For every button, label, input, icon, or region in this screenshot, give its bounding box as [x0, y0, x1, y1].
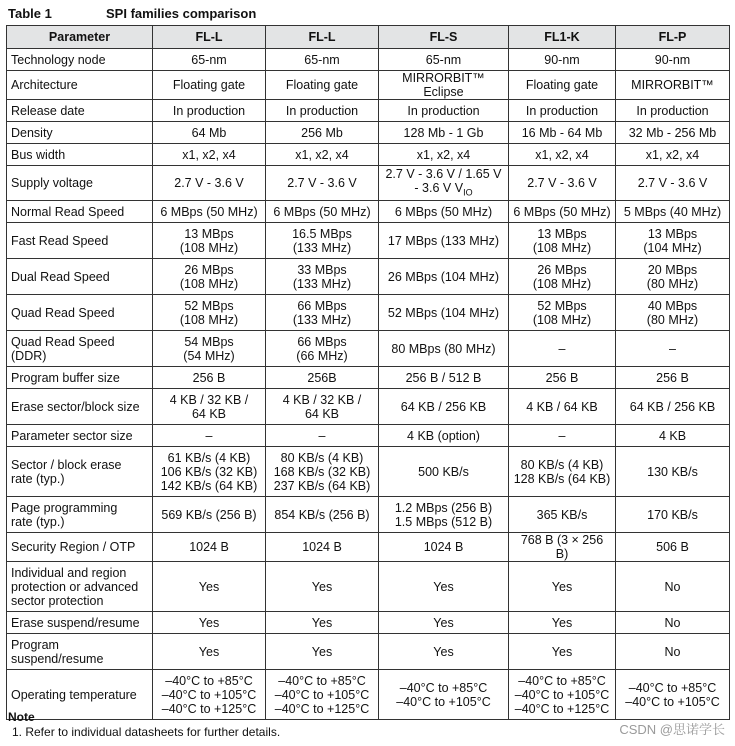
- table-row: [7, 497, 730, 533]
- value-cell: 4 KB (option): [379, 425, 509, 447]
- value-cell: Yes: [509, 612, 616, 634]
- value-cell: 2.7 V - 3.6 V / 1.65 V - 3.6 V $V_{IO}$: [379, 166, 509, 201]
- value-cell: 256B: [266, 367, 379, 389]
- value-cell: 365 KB/s: [509, 497, 616, 533]
- parameter-cell: Supply voltage: [7, 166, 153, 201]
- value-cell: 66 MBps (66 MHz): [266, 331, 379, 367]
- value-cell: 80 KB/s (4 KB) 128 KB/s (64 KB): [509, 447, 616, 497]
- value-cell: MIRRORBIT™: [616, 71, 730, 100]
- value-cell: 90-nm: [616, 49, 730, 71]
- table-row: [7, 562, 730, 612]
- value-cell: 128 Mb - 1 Gb: [379, 122, 509, 144]
- value-cell: 1.2 MBps (256 B) 1.5 MBps (512 B): [379, 497, 509, 533]
- notes-section: [8, 710, 280, 740]
- value-cell: Yes: [379, 562, 509, 612]
- table-title: SPI families comparison: [106, 6, 257, 21]
- value-cell: 256 B: [153, 367, 266, 389]
- value-cell: 768 B (3 × 256 B): [509, 533, 616, 562]
- parameter-cell: Page programming rate (typ.): [7, 497, 153, 533]
- value-cell: 256 B: [509, 367, 616, 389]
- value-cell: Yes: [266, 634, 379, 670]
- value-cell: 5 MBps (40 MHz): [616, 201, 730, 223]
- parameter-cell: Fast Read Speed: [7, 223, 153, 259]
- header-family: FL-L: [153, 26, 266, 49]
- value-cell: 13 MBps (104 MHz): [616, 223, 730, 259]
- table-row: [7, 144, 730, 166]
- parameter-cell: Erase sector/block size: [7, 389, 153, 425]
- value-cell: 17 MBps (133 MHz): [379, 223, 509, 259]
- value-cell: 13 MBps (108 MHz): [509, 223, 616, 259]
- value-cell: 52 MBps (108 MHz): [153, 295, 266, 331]
- table-caption: [8, 6, 256, 21]
- table-row: [7, 49, 730, 71]
- parameter-cell: Dual Read Speed: [7, 259, 153, 295]
- value-cell: 6 MBps (50 MHz): [509, 201, 616, 223]
- notes-title: Note: [8, 710, 35, 724]
- value-cell: 6 MBps (50 MHz): [266, 201, 379, 223]
- value-cell: No: [616, 634, 730, 670]
- value-cell: –40°C to +85°C –40°C to +105°C –40°C to +125°C: [509, 670, 616, 720]
- parameter-cell: Parameter sector size: [7, 425, 153, 447]
- value-cell: 64 KB / 256 KB: [379, 389, 509, 425]
- value-cell: 65-nm: [153, 49, 266, 71]
- table-row: [7, 71, 730, 100]
- parameter-cell: Security Region / OTP: [7, 533, 153, 562]
- header-parameter: Parameter: [7, 26, 153, 49]
- table-row: [7, 100, 730, 122]
- value-cell: 2.7 V - 3.6 V: [616, 166, 730, 201]
- table-body: [7, 49, 730, 720]
- value-cell: 16 Mb - 64 Mb: [509, 122, 616, 144]
- table-row: [7, 612, 730, 634]
- header-family: FL-S: [379, 26, 509, 49]
- value-cell: In production: [509, 100, 616, 122]
- table-row: [7, 259, 730, 295]
- value-cell: In production: [153, 100, 266, 122]
- value-cell: 4 KB / 32 KB / 64 KB: [153, 389, 266, 425]
- value-cell: 64 KB / 256 KB: [616, 389, 730, 425]
- value-cell: No: [616, 612, 730, 634]
- value-cell: Floating gate: [266, 71, 379, 100]
- table-row: [7, 201, 730, 223]
- value-cell: 65-nm: [266, 49, 379, 71]
- value-cell: 1024 B: [266, 533, 379, 562]
- value-cell: –40°C to +85°C –40°C to +105°C –40°C to +125°C: [266, 670, 379, 720]
- value-cell: 16.5 MBps (133 MHz): [266, 223, 379, 259]
- value-cell: 2.7 V - 3.6 V: [509, 166, 616, 201]
- parameter-cell: Operating temperature: [7, 670, 153, 720]
- value-cell: 65-nm: [379, 49, 509, 71]
- value-cell: Yes: [266, 612, 379, 634]
- parameter-cell: Bus width: [7, 144, 153, 166]
- table-row: [7, 166, 730, 201]
- value-cell: 32 Mb - 256 Mb: [616, 122, 730, 144]
- value-cell: Yes: [266, 562, 379, 612]
- value-cell: x1, x2, x4: [153, 144, 266, 166]
- value-cell: 2.7 V - 3.6 V: [266, 166, 379, 201]
- value-cell: –40°C to +85°C –40°C to +105°C –40°C to +125°C: [153, 670, 266, 720]
- value-cell: x1, x2, x4: [379, 144, 509, 166]
- parameter-cell: Density: [7, 122, 153, 144]
- value-cell: 6 MBps (50 MHz): [379, 201, 509, 223]
- value-cell: 20 MBps (80 MHz): [616, 259, 730, 295]
- value-cell: 26 MBps (108 MHz): [153, 259, 266, 295]
- value-cell: No: [616, 562, 730, 612]
- header-family: FL-L: [266, 26, 379, 49]
- value-cell: 4 KB / 32 KB / 64 KB: [266, 389, 379, 425]
- header-family: FL1-K: [509, 26, 616, 49]
- value-cell: x1, x2, x4: [509, 144, 616, 166]
- value-cell: x1, x2, x4: [266, 144, 379, 166]
- value-cell: 33 MBps (133 MHz): [266, 259, 379, 295]
- value-cell: 4 KB: [616, 425, 730, 447]
- table-row: [7, 533, 730, 562]
- value-cell: Yes: [153, 612, 266, 634]
- value-cell: 26 MBps (104 MHz): [379, 259, 509, 295]
- value-cell: 64 Mb: [153, 122, 266, 144]
- value-cell: –: [266, 425, 379, 447]
- value-cell: 80 MBps (80 MHz): [379, 331, 509, 367]
- value-cell: 2.7 V - 3.6 V: [153, 166, 266, 201]
- header-family: FL-P: [616, 26, 730, 49]
- value-cell: –40°C to +85°C –40°C to +105°C: [616, 670, 730, 720]
- value-cell: 90-nm: [509, 49, 616, 71]
- value-cell: 500 KB/s: [379, 447, 509, 497]
- table-row: [7, 295, 730, 331]
- value-cell: 80 KB/s (4 KB) 168 KB/s (32 KB) 237 KB/s (64 KB): [266, 447, 379, 497]
- value-cell: 13 MBps (108 MHz): [153, 223, 266, 259]
- value-cell: 256 B: [616, 367, 730, 389]
- value-cell: MIRRORBIT™ Eclipse: [379, 71, 509, 100]
- value-cell: 52 MBps (108 MHz): [509, 295, 616, 331]
- value-cell: 40 MBps (80 MHz): [616, 295, 730, 331]
- table-row: [7, 223, 730, 259]
- table-row: [7, 331, 730, 367]
- value-cell: Floating gate: [509, 71, 616, 100]
- table-row: [7, 447, 730, 497]
- value-cell: 170 KB/s: [616, 497, 730, 533]
- parameter-cell: Release date: [7, 100, 153, 122]
- table-row: [7, 367, 730, 389]
- watermark: CSDN @思诺学长: [619, 722, 725, 737]
- value-cell: 506 B: [616, 533, 730, 562]
- parameter-cell: Program suspend/resume: [7, 634, 153, 670]
- value-cell: 61 KB/s (4 KB) 106 KB/s (32 KB) 142 KB/s (64 KB): [153, 447, 266, 497]
- value-cell: x1, x2, x4: [616, 144, 730, 166]
- parameter-cell: Technology node: [7, 49, 153, 71]
- note-item: 1. Refer to individual datasheets for further details.: [12, 725, 281, 739]
- parameter-cell: Sector / block erase rate (typ.): [7, 447, 153, 497]
- value-cell: –: [509, 425, 616, 447]
- parameter-cell: Architecture: [7, 71, 153, 100]
- table-row: [7, 122, 730, 144]
- value-cell: 854 KB/s (256 B): [266, 497, 379, 533]
- parameter-cell: Quad Read Speed (DDR): [7, 331, 153, 367]
- spi-comparison-table: [6, 25, 730, 720]
- value-cell: 4 KB / 64 KB: [509, 389, 616, 425]
- value-cell: Yes: [379, 612, 509, 634]
- value-cell: 52 MBps (104 MHz): [379, 295, 509, 331]
- value-cell: 256 B / 512 B: [379, 367, 509, 389]
- value-cell: 569 KB/s (256 B): [153, 497, 266, 533]
- value-cell: In production: [379, 100, 509, 122]
- value-cell: In production: [616, 100, 730, 122]
- table-row: [7, 425, 730, 447]
- parameter-cell: Erase suspend/resume: [7, 612, 153, 634]
- table-number: Table 1: [8, 6, 52, 21]
- value-cell: 26 MBps (108 MHz): [509, 259, 616, 295]
- value-cell: –: [153, 425, 266, 447]
- value-cell: 6 MBps (50 MHz): [153, 201, 266, 223]
- table-row: [7, 634, 730, 670]
- value-cell: 66 MBps (133 MHz): [266, 295, 379, 331]
- value-cell: Yes: [509, 562, 616, 612]
- parameter-cell: Individual and region protection or advanced sector protection: [7, 562, 153, 612]
- value-cell: –40°C to +85°C –40°C to +105°C: [379, 670, 509, 720]
- table-row: [7, 389, 730, 425]
- value-cell: 1024 B: [379, 533, 509, 562]
- value-cell: Yes: [379, 634, 509, 670]
- value-cell: Floating gate: [153, 71, 266, 100]
- parameter-cell: Program buffer size: [7, 367, 153, 389]
- value-cell: Yes: [153, 634, 266, 670]
- value-cell: –: [509, 331, 616, 367]
- parameter-cell: Quad Read Speed: [7, 295, 153, 331]
- table-header-row: [7, 26, 730, 49]
- value-cell: 54 MBps (54 MHz): [153, 331, 266, 367]
- value-cell: 256 Mb: [266, 122, 379, 144]
- value-cell: In production: [266, 100, 379, 122]
- value-cell: 1024 B: [153, 533, 266, 562]
- value-cell: Yes: [509, 634, 616, 670]
- value-cell: 130 KB/s: [616, 447, 730, 497]
- parameter-cell: Normal Read Speed: [7, 201, 153, 223]
- value-cell: –: [616, 331, 730, 367]
- value-cell: Yes: [153, 562, 266, 612]
